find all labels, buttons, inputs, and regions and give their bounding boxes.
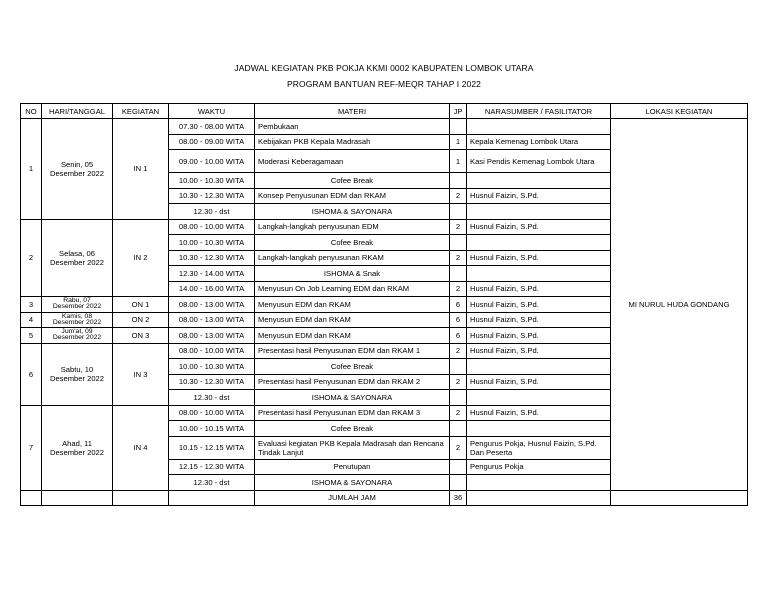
header-lokasi: LOKASI KEGIATAN <box>611 104 748 119</box>
speaker-cell: Kepala Kemenag Lombok Utara <box>467 134 611 150</box>
header-waktu: WAKTU <box>169 104 255 119</box>
day-label: Jum'at, 09 <box>61 328 93 336</box>
material-cell: Cofee Break <box>255 235 450 251</box>
material-cell: Presentasi hasil Penyusunan EDM dan RKAM 2 <box>255 374 450 390</box>
material-cell: Cofee Break <box>255 173 450 189</box>
jp-cell <box>450 173 467 189</box>
jp-cell <box>450 266 467 282</box>
time-cell: 08.00 - 13.00 WITA <box>169 312 255 328</box>
material-cell: Presentasi hasil Penyusunan EDM dan RKAM 1 <box>255 343 450 359</box>
jp-cell <box>450 390 467 406</box>
time-cell: 08.00 - 09.00 WITA <box>169 134 255 150</box>
time-cell: 12.30 - dst <box>169 204 255 220</box>
header-materi: MATERI <box>255 104 450 119</box>
speaker-cell: Husnul Faizin, S.Pd. <box>467 343 611 359</box>
jp-cell: 1 <box>450 150 467 173</box>
jp-cell: 2 <box>450 436 467 459</box>
time-cell: 10.00 - 10.15 WITA <box>169 421 255 437</box>
speaker-cell: Husnul Faizin, S.Pd. <box>467 250 611 266</box>
total-row <box>21 490 748 506</box>
material-cell: Menyusun EDM dan RKAM <box>255 328 450 344</box>
jp-cell <box>450 235 467 251</box>
material-cell: Menyusun EDM dan RKAM <box>255 312 450 328</box>
jp-cell: 2 <box>450 343 467 359</box>
material-cell: ISHOMA & SAYONARA <box>255 390 450 406</box>
time-cell: 08.00 - 10.00 WITA <box>169 405 255 421</box>
jp-cell <box>450 475 467 491</box>
day-date <box>42 328 113 344</box>
header-hari: HARI/TANGGAL <box>42 104 113 119</box>
empty-cell <box>113 490 169 506</box>
material-cell: Menyusun On Job Learning EDM dan RKAM <box>255 281 450 297</box>
material-cell: Moderasi Keberagamaan <box>255 150 450 173</box>
jp-cell <box>450 119 467 135</box>
material-cell: Pembukaan <box>255 119 450 135</box>
time-cell: 10.30 - 12.30 WITA <box>169 188 255 204</box>
date-label: Desember 2022 <box>52 303 102 311</box>
material-cell: ISHOMA & Snak <box>255 266 450 282</box>
document-title: JADWAL KEGIATAN PKB POKJA KKMI 0002 KABUPATEN LOMBOK UTARA <box>234 63 534 73</box>
time-cell: 12.15 - 12.30 WITA <box>169 459 255 475</box>
table-row <box>21 119 748 135</box>
empty-cell <box>169 490 255 506</box>
row-number: 3 <box>21 297 42 313</box>
speaker-cell <box>467 119 611 135</box>
speaker-cell: Husnul Faizin, S.Pd. <box>467 281 611 297</box>
material-cell: Langkah-langkah penyusunan EDM <box>255 219 450 235</box>
day-date <box>42 343 113 405</box>
material-cell: Konsep Penyusunan EDM dan RKAM <box>255 188 450 204</box>
material-cell: Cofee Break <box>255 421 450 437</box>
speaker-cell: Husnul Faizin, S.Pd. <box>467 328 611 344</box>
speaker-cell <box>467 266 611 282</box>
activity-code: IN 3 <box>113 343 169 405</box>
day-label: Kamis, 08 <box>61 312 93 320</box>
activity-code: IN 2 <box>113 219 169 297</box>
time-cell: 10.30 - 12.30 WITA <box>169 374 255 390</box>
activity-code: IN 1 <box>113 119 169 220</box>
speaker-cell <box>467 390 611 406</box>
jp-cell <box>450 459 467 475</box>
time-cell: 08.00 - 13.00 WITA <box>169 328 255 344</box>
date-label: Desember 2022 <box>52 334 102 342</box>
row-number: 2 <box>21 219 42 297</box>
speaker-cell <box>467 204 611 220</box>
row-number: 4 <box>21 312 42 328</box>
time-cell: 10.00 - 10.30 WITA <box>169 235 255 251</box>
total-jp: 36 <box>450 490 467 506</box>
material-cell: Penutupan <box>255 459 450 475</box>
date-label: Desember 2022 <box>49 447 105 457</box>
speaker-cell: Kasi Pendis Kemenag Lombok Utara <box>467 150 611 173</box>
speaker-cell: Pengurus Pokja, Husnul Faizin, S.Pd. Dan Peserta <box>467 436 611 459</box>
day-date <box>42 405 113 490</box>
material-cell: Langkah-langkah penyusunan RKAM <box>255 250 450 266</box>
document-subtitle: PROGRAM BANTUAN REF-MEQR TAHAP I 2022 <box>286 79 482 89</box>
day-label: Senin, 05 <box>60 159 94 169</box>
speaker-cell <box>467 475 611 491</box>
material-cell: ISHOMA & SAYONARA <box>255 475 450 491</box>
material-cell: Kebijakan PKB Kepala Madrasah <box>255 134 450 150</box>
row-number: 5 <box>21 328 42 344</box>
jp-cell: 6 <box>450 297 467 313</box>
speaker-cell: Husnul Faizin, S.Pd. <box>467 405 611 421</box>
time-cell: 10.30 - 12.30 WITA <box>169 250 255 266</box>
day-date <box>42 297 113 313</box>
total-label: JUMLAH JAM <box>255 490 450 506</box>
header-row <box>21 104 748 119</box>
speaker-cell <box>467 173 611 189</box>
time-cell: 08.00 - 13.00 WITA <box>169 297 255 313</box>
empty-cell <box>467 490 611 506</box>
time-cell: 09.00 - 10.00 WITA <box>169 150 255 173</box>
time-cell: 12.30 - dst <box>169 475 255 491</box>
row-number: 1 <box>21 119 42 220</box>
jp-cell: 2 <box>450 281 467 297</box>
speaker-cell: Husnul Faizin, S.Pd. <box>467 312 611 328</box>
material-cell: Presentasi hasil Penyusunan EDM dan RKAM 3 <box>255 405 450 421</box>
header-kegiatan: KEGIATAN <box>113 104 169 119</box>
speaker-cell: Husnul Faizin, S.Pd. <box>467 219 611 235</box>
material-cell: ISHOMA & SAYONARA <box>255 204 450 220</box>
speaker-cell: Husnul Faizin, S.Pd. <box>467 188 611 204</box>
day-label: Rabu, 07 <box>63 297 91 305</box>
speaker-cell: Husnul Faizin, S.Pd. <box>467 374 611 390</box>
day-date <box>42 219 113 297</box>
empty-cell <box>42 490 113 506</box>
day-label: Ahad, 11 <box>62 438 92 448</box>
date-label: Desember 2022 <box>49 168 105 178</box>
time-cell: 12.30 - dst <box>169 390 255 406</box>
speaker-cell <box>467 359 611 375</box>
jp-cell <box>450 421 467 437</box>
day-date <box>42 312 113 328</box>
location-cell: MI NURUL HUDA GONDANG <box>611 119 748 491</box>
jp-cell: 2 <box>450 219 467 235</box>
time-cell: 10.15 - 12.15 WITA <box>169 436 255 459</box>
activity-code: ON 1 <box>113 297 169 313</box>
header-narasumber: NARASUMBER / FASILITATOR <box>467 104 611 119</box>
time-cell: 08.00 - 10.00 WITA <box>169 219 255 235</box>
day-label: Sabtu, 10 <box>60 365 94 374</box>
date-label: Desember 2022 <box>49 374 105 383</box>
activity-code: ON 2 <box>113 312 169 328</box>
time-cell: 10.00 - 10.30 WITA <box>169 173 255 189</box>
material-cell: Menyusun EDM dan RKAM <box>255 297 450 313</box>
jp-cell: 2 <box>450 188 467 204</box>
jp-cell: 1 <box>450 134 467 150</box>
jp-cell: 6 <box>450 328 467 344</box>
empty-cell <box>21 490 42 506</box>
speaker-cell: Husnul Faizin, S.Pd. <box>467 297 611 313</box>
activity-code: IN 4 <box>113 405 169 490</box>
speaker-cell: Pengurus Pokja <box>467 459 611 475</box>
jp-cell <box>450 359 467 375</box>
date-label: Desember 2022 <box>49 257 105 267</box>
activity-code: ON 3 <box>113 328 169 344</box>
jp-cell <box>450 204 467 220</box>
time-cell: 08.00 - 10.00 WITA <box>169 343 255 359</box>
speaker-cell <box>467 235 611 251</box>
date-label: Desember 2022 <box>52 318 102 326</box>
speaker-cell <box>467 421 611 437</box>
jp-cell: 6 <box>450 312 467 328</box>
schedule-table <box>20 103 748 506</box>
day-date <box>42 119 113 220</box>
time-cell: 10.00 - 10.30 WITA <box>169 359 255 375</box>
time-cell: 07.30 - 08.00 WITA <box>169 119 255 135</box>
jp-cell: 2 <box>450 374 467 390</box>
day-label: Selasa, 06 <box>59 248 95 258</box>
jp-cell: 2 <box>450 250 467 266</box>
material-cell: Evaluasi kegiatan PKB Kepala Madrasah dan Rencana Tindak Lanjut <box>255 436 450 459</box>
material-cell: Cofee Break <box>255 359 450 375</box>
empty-cell <box>611 490 748 506</box>
row-number: 7 <box>21 405 42 490</box>
time-cell: 12.30 - 14.00 WITA <box>169 266 255 282</box>
header-jp: JP <box>450 104 467 119</box>
jp-cell: 2 <box>450 405 467 421</box>
time-cell: 14.00 - 16.00 WITA <box>169 281 255 297</box>
header-no: NO <box>21 104 42 119</box>
row-number: 6 <box>21 343 42 405</box>
